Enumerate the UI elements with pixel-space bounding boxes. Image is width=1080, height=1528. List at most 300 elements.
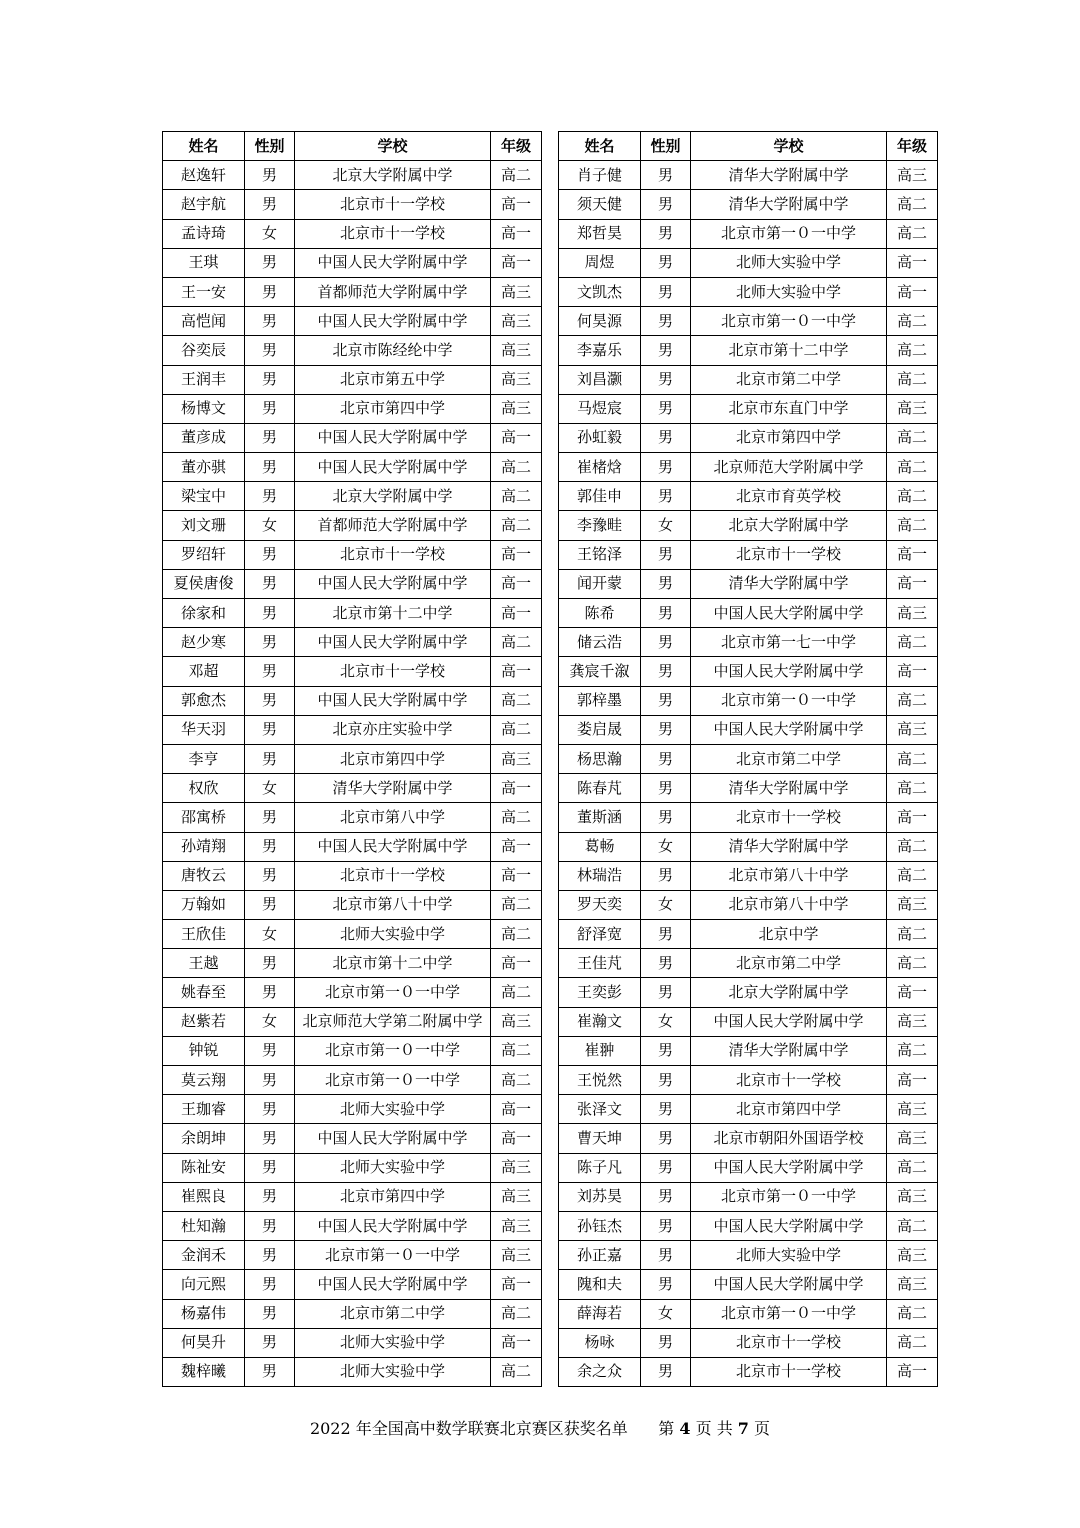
cell-school: 清华大学附属中学 [691,1036,887,1065]
cell-grade: 高三 [887,890,938,919]
cell-name: 孙正嘉 [559,1241,641,1270]
cell-grade: 高二 [887,511,938,540]
cell-name: 王一安 [163,277,245,306]
cell-name: 崔楮焓 [559,453,641,482]
cell-name: 李亨 [163,744,245,773]
cell-gender: 女 [245,774,295,803]
table-row [559,1036,938,1065]
table-row [559,161,938,190]
cell-grade: 高二 [887,1036,938,1065]
table-row [559,715,938,744]
cell-grade: 高二 [491,482,542,511]
cell-gender: 男 [245,161,295,190]
cell-gender: 男 [245,1153,295,1182]
cell-name: 肖子健 [559,161,641,190]
cell-name: 梁宝中 [163,482,245,511]
cell-gender: 男 [245,248,295,277]
header-name: 姓名 [163,132,245,161]
cell-grade: 高三 [887,715,938,744]
table-row [559,569,938,598]
cell-grade: 高二 [887,628,938,657]
cell-school: 北京市十一学校 [295,219,491,248]
cell-school: 北京市第四中学 [295,744,491,773]
cell-gender: 男 [245,394,295,423]
cell-name: 邓超 [163,657,245,686]
cell-grade: 高三 [887,1007,938,1036]
table-row [559,453,938,482]
cell-name: 林瑞浩 [559,861,641,890]
cell-name: 权欣 [163,774,245,803]
cell-gender: 女 [245,511,295,540]
cell-name: 何昊升 [163,1328,245,1357]
table-row [559,1095,938,1124]
cell-school: 北京市第十二中学 [691,336,887,365]
cell-name: 陈希 [559,599,641,628]
cell-gender: 男 [245,1095,295,1124]
table-row [559,190,938,219]
cell-gender: 男 [641,949,691,978]
cell-grade: 高三 [887,1270,938,1299]
cell-school: 北京市第一０一中学 [295,1036,491,1065]
cell-name: 王铭泽 [559,540,641,569]
cell-grade: 高二 [887,365,938,394]
cell-grade: 高二 [491,1299,542,1328]
cell-school: 北京市第四中学 [295,1182,491,1211]
cell-grade: 高三 [491,365,542,394]
cell-school: 北京市十一学校 [295,190,491,219]
cell-grade: 高三 [491,277,542,306]
cell-school: 中国人民大学附属中学 [295,686,491,715]
cell-school: 北京大学附属中学 [295,482,491,511]
cell-gender: 男 [641,1357,691,1386]
cell-school: 北京大学附属中学 [691,978,887,1007]
table-row [163,1182,542,1211]
cell-grade: 高一 [491,248,542,277]
cell-name: 王润丰 [163,365,245,394]
table-row [559,949,938,978]
cell-school: 北京市第四中学 [295,394,491,423]
cell-name: 唐牧云 [163,861,245,890]
cell-gender: 男 [641,715,691,744]
cell-name: 李嘉乐 [559,336,641,365]
cell-grade: 高一 [887,657,938,686]
cell-name: 王奕彭 [559,978,641,1007]
cell-school: 中国人民大学附属中学 [295,1124,491,1153]
cell-name: 舒泽宽 [559,920,641,949]
cell-gender: 男 [245,803,295,832]
cell-gender: 男 [641,861,691,890]
table-row [163,832,542,861]
cell-school: 北京市十一学校 [691,1066,887,1095]
cell-school: 北京市第八十中学 [691,861,887,890]
cell-name: 赵紫若 [163,1007,245,1036]
cell-grade: 高一 [491,1270,542,1299]
table-row [559,686,938,715]
cell-name: 赵少寒 [163,628,245,657]
cell-school: 北京大学附属中学 [691,511,887,540]
cell-grade: 高三 [491,1153,542,1182]
table-row [559,336,938,365]
header-grade: 年级 [491,132,542,161]
table-row [559,248,938,277]
cell-name: 须天健 [559,190,641,219]
table-row [163,569,542,598]
table-row [559,482,938,511]
cell-gender: 男 [641,394,691,423]
cell-gender: 男 [245,540,295,569]
cell-school: 北京市第一０一中学 [691,307,887,336]
cell-school: 中国人民大学附属中学 [295,453,491,482]
cell-name: 万翰如 [163,890,245,919]
table-row [163,1241,542,1270]
table-row [559,307,938,336]
cell-name: 马煜宸 [559,394,641,423]
cell-grade: 高三 [887,1124,938,1153]
cell-gender: 女 [245,920,295,949]
cell-school: 北师大实验中学 [295,1153,491,1182]
cell-grade: 高一 [887,978,938,1007]
table-row [559,1357,938,1386]
cell-grade: 高一 [887,277,938,306]
cell-grade: 高二 [887,423,938,452]
cell-grade: 高一 [491,949,542,978]
cell-name: 魏梓曦 [163,1357,245,1386]
cell-school: 北师大实验中学 [295,1357,491,1386]
page-number: 4 [679,1419,691,1438]
cell-name: 李豫畦 [559,511,641,540]
table-row [163,540,542,569]
cell-grade: 高三 [491,1241,542,1270]
cell-name: 娄启晟 [559,715,641,744]
cell-gender: 女 [641,1299,691,1328]
table-row [163,1124,542,1153]
header-name: 姓名 [559,132,641,161]
cell-grade: 高二 [887,1299,938,1328]
cell-school: 中国人民大学附属中学 [691,1153,887,1182]
cell-school: 北师大实验中学 [295,1328,491,1357]
cell-school: 北京市第八中学 [295,803,491,832]
table-row [163,774,542,803]
cell-name: 徐家和 [163,599,245,628]
table-row [559,394,938,423]
cell-name: 向元熙 [163,1270,245,1299]
cell-school: 北京市第八十中学 [295,890,491,919]
table-row [163,628,542,657]
cell-school: 北京师范大学第二附属中学 [295,1007,491,1036]
cell-gender: 男 [641,190,691,219]
table-row [163,744,542,773]
cell-gender: 男 [641,482,691,511]
cell-name: 曹天坤 [559,1124,641,1153]
table-row [559,657,938,686]
cell-name: 姚春至 [163,978,245,1007]
cell-name: 董斯涵 [559,803,641,832]
table-row [559,1211,938,1240]
cell-name: 王佳芃 [559,949,641,978]
cell-school: 中国人民大学附属中学 [691,599,887,628]
cell-gender: 男 [245,890,295,919]
cell-school: 北京市十一学校 [691,1328,887,1357]
table-row [559,365,938,394]
table-row [163,949,542,978]
cell-grade: 高一 [887,1357,938,1386]
table-row [163,599,542,628]
cell-gender: 男 [245,1270,295,1299]
cell-school: 中国人民大学附属中学 [691,1270,887,1299]
cell-gender: 男 [245,1036,295,1065]
table-row [163,277,542,306]
cell-grade: 高二 [887,744,938,773]
header-school: 学校 [295,132,491,161]
cell-grade: 高一 [491,832,542,861]
cell-gender: 男 [641,248,691,277]
table-row [559,628,938,657]
cell-name: 陈春芃 [559,774,641,803]
cell-school: 北京市第一七一中学 [691,628,887,657]
cell-gender: 男 [245,190,295,219]
header-gender: 性别 [641,132,691,161]
cell-gender: 男 [641,423,691,452]
page-footer [0,1416,1080,1439]
cell-gender: 男 [245,336,295,365]
cell-school: 北京市陈经纶中学 [295,336,491,365]
page-total: 7 [737,1419,749,1438]
cell-name: 夏侯唐俊 [163,569,245,598]
cell-grade: 高三 [887,1095,938,1124]
cell-grade: 高二 [491,803,542,832]
cell-school: 中国人民大学附属中学 [295,569,491,598]
cell-gender: 男 [641,161,691,190]
table-row [163,920,542,949]
cell-grade: 高一 [887,569,938,598]
cell-school: 北京市第十二中学 [295,949,491,978]
cell-grade: 高二 [887,774,938,803]
cell-school: 北京市十一学校 [691,1357,887,1386]
cell-gender: 男 [641,628,691,657]
cell-school: 北京市十一学校 [295,657,491,686]
header-row [163,132,542,161]
cell-grade: 高二 [887,686,938,715]
table-row [559,774,938,803]
cell-school: 北京市第一０一中学 [295,1066,491,1095]
cell-gender: 女 [641,511,691,540]
table-row [559,744,938,773]
cell-name: 高恺闻 [163,307,245,336]
cell-grade: 高二 [491,715,542,744]
cell-gender: 男 [641,744,691,773]
table-row [163,190,542,219]
cell-grade: 高一 [887,803,938,832]
cell-grade: 高三 [491,744,542,773]
cell-grade: 高三 [491,1007,542,1036]
table-row [163,861,542,890]
cell-gender: 女 [641,1007,691,1036]
cell-school: 北京市第一０一中学 [691,686,887,715]
table-row [163,161,542,190]
cell-school: 清华大学附属中学 [691,832,887,861]
cell-gender: 男 [245,365,295,394]
cell-grade: 高三 [887,1182,938,1211]
table-row [559,1299,938,1328]
cell-school: 北京市十一学校 [691,803,887,832]
cell-name: 杨咏 [559,1328,641,1357]
cell-gender: 男 [245,1299,295,1328]
cell-school: 北京市第一０一中学 [295,1241,491,1270]
cell-grade: 高二 [491,161,542,190]
cell-school: 北京亦庄实验中学 [295,715,491,744]
cell-grade: 高三 [887,599,938,628]
cell-gender: 男 [641,774,691,803]
cell-school: 北京师范大学附属中学 [691,453,887,482]
cell-gender: 男 [245,657,295,686]
cell-grade: 高二 [491,453,542,482]
cell-name: 陈祉安 [163,1153,245,1182]
table-row [163,1211,542,1240]
cell-grade: 高二 [887,453,938,482]
cell-gender: 女 [245,1007,295,1036]
table-row [163,715,542,744]
cell-grade: 高一 [491,1328,542,1357]
table-row [163,248,542,277]
table-row [559,920,938,949]
cell-name: 隗和夫 [559,1270,641,1299]
cell-grade: 高二 [887,336,938,365]
table-row [163,307,542,336]
cell-grade: 高一 [491,1124,542,1153]
cell-name: 赵宇航 [163,190,245,219]
cell-school: 北京市第八十中学 [691,890,887,919]
cell-grade: 高二 [887,1328,938,1357]
cell-name: 金润禾 [163,1241,245,1270]
cell-name: 张泽文 [559,1095,641,1124]
cell-school: 北京市第二中学 [295,1299,491,1328]
cell-grade: 高二 [887,190,938,219]
cell-gender: 男 [245,1211,295,1240]
cell-name: 谷奕辰 [163,336,245,365]
cell-grade: 高一 [887,1066,938,1095]
table-row [559,1270,938,1299]
cell-name: 赵逸轩 [163,161,245,190]
cell-gender: 男 [641,219,691,248]
cell-school: 北京市第四中学 [691,423,887,452]
cell-gender: 男 [245,307,295,336]
cell-gender: 女 [245,219,295,248]
cell-name: 王珈睿 [163,1095,245,1124]
cell-name: 薛海若 [559,1299,641,1328]
cell-name: 郭愈杰 [163,686,245,715]
table-row [559,1241,938,1270]
table-row [559,978,938,1007]
page-prefix: 第 [658,1419,675,1438]
table-row [559,511,938,540]
cell-grade: 高三 [491,307,542,336]
cell-school: 北京市育英学校 [691,482,887,511]
table-row [163,1299,542,1328]
table-row [163,336,542,365]
cell-school: 北师大实验中学 [295,920,491,949]
cell-school: 中国人民大学附属中学 [295,832,491,861]
cell-school: 北京市第二中学 [691,744,887,773]
cell-grade: 高一 [491,599,542,628]
cell-gender: 男 [641,336,691,365]
cell-grade: 高一 [887,248,938,277]
cell-school: 中国人民大学附属中学 [295,307,491,336]
cell-gender: 男 [641,686,691,715]
cell-gender: 男 [641,1182,691,1211]
cell-school: 首都师范大学附属中学 [295,277,491,306]
cell-gender: 男 [245,1241,295,1270]
table-row [163,365,542,394]
cell-grade: 高一 [491,657,542,686]
cell-grade: 高三 [491,1182,542,1211]
table-row [559,861,938,890]
cell-name: 陈子凡 [559,1153,641,1182]
header-gender: 性别 [245,132,295,161]
cell-grade: 高一 [491,219,542,248]
cell-name: 郭佳申 [559,482,641,511]
cell-gender: 男 [245,482,295,511]
cell-gender: 男 [245,978,295,1007]
table-row [559,1153,938,1182]
cell-school: 北京市第五中学 [295,365,491,394]
cell-gender: 男 [245,1182,295,1211]
cell-gender: 男 [641,1036,691,1065]
cell-name: 莫云翔 [163,1066,245,1095]
cell-grade: 高二 [491,890,542,919]
table-row [163,1153,542,1182]
cell-gender: 男 [245,861,295,890]
cell-gender: 女 [641,890,691,919]
cell-school: 北京市第一０一中学 [295,978,491,1007]
right-roster-table [558,131,938,1387]
cell-gender: 男 [641,307,691,336]
cell-grade: 高一 [491,774,542,803]
cell-school: 北京市十一学校 [295,861,491,890]
cell-name: 崔瀚文 [559,1007,641,1036]
cell-school: 北师大实验中学 [295,1095,491,1124]
table-row [163,686,542,715]
cell-gender: 男 [641,599,691,628]
cell-grade: 高一 [491,861,542,890]
cell-name: 刘文珊 [163,511,245,540]
cell-gender: 男 [245,686,295,715]
cell-name: 孙钰杰 [559,1211,641,1240]
cell-gender: 男 [641,1270,691,1299]
cell-name: 储云浩 [559,628,641,657]
table-row [559,1124,938,1153]
cell-grade: 高二 [887,219,938,248]
cell-gender: 男 [641,1241,691,1270]
cell-gender: 男 [641,540,691,569]
cell-school: 清华大学附属中学 [295,774,491,803]
cell-name: 余之众 [559,1357,641,1386]
cell-name: 孙虹毅 [559,423,641,452]
cell-name: 杨博文 [163,394,245,423]
cell-gender: 男 [245,1066,295,1095]
cell-school: 北师大实验中学 [691,248,887,277]
cell-grade: 高一 [491,569,542,598]
cell-name: 郭梓墨 [559,686,641,715]
cell-name: 余朗坤 [163,1124,245,1153]
table-row [163,423,542,452]
cell-name: 罗绍轩 [163,540,245,569]
table-row [559,1328,938,1357]
table-row [559,277,938,306]
cell-gender: 女 [641,832,691,861]
table-row [163,511,542,540]
cell-gender: 男 [245,569,295,598]
cell-school: 北师大实验中学 [691,1241,887,1270]
